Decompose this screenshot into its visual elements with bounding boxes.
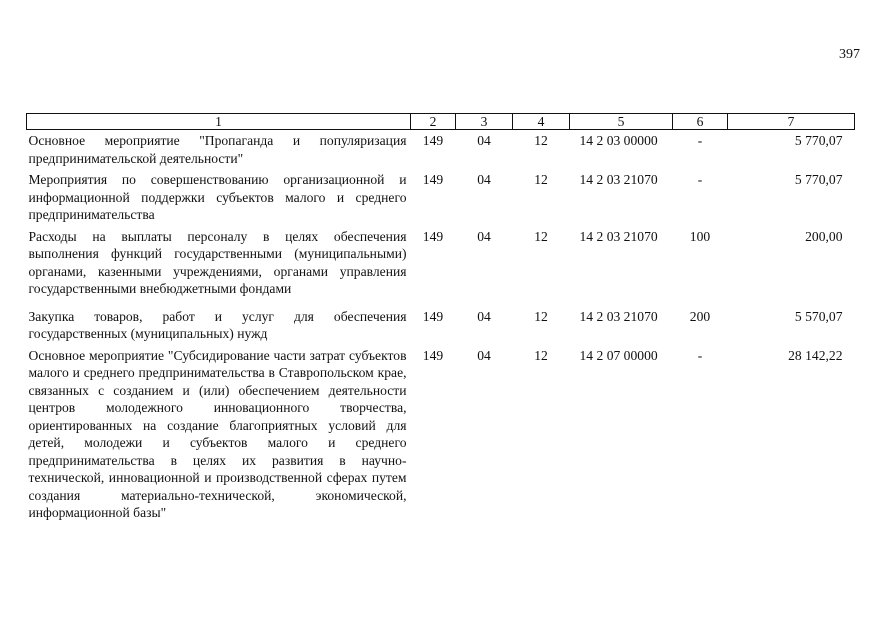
row-name: Мероприятия по совершенствованию организационной и информационной поддержки субъектов малого и среднего предпринимательства: [28, 172, 407, 222]
column-header-1: 1: [27, 114, 411, 130]
row-subsection-code: 12: [534, 308, 548, 324]
row-amount: 200,00: [805, 228, 843, 244]
column-header-3: 3: [456, 114, 513, 130]
row-ministry-code: 149: [422, 228, 444, 244]
row-ministry-code: 149: [422, 347, 444, 363]
table-row: [27, 345, 855, 524]
row-expense-type: 100: [689, 228, 711, 244]
row-subsection-code: 12: [534, 228, 548, 244]
table-row: [27, 306, 855, 345]
row-section-code: 04: [477, 308, 491, 324]
row-amount: 5 770,07: [794, 172, 843, 187]
row-expense-type: -: [697, 133, 703, 148]
column-header-6: 6: [673, 114, 728, 130]
row-name: Основное мероприятие "Пропаганда и популяризация предпринимательской деятельности": [28, 133, 407, 166]
table-row: [27, 226, 855, 306]
row-subsection-code: 12: [534, 172, 548, 187]
column-header-2: 2: [411, 114, 456, 130]
column-header-4: 4: [513, 114, 570, 130]
row-target-code: 14 2 03 21070: [579, 228, 658, 244]
row-section-code: 04: [477, 228, 491, 244]
row-ministry-code: 149: [422, 172, 444, 187]
table-body: [27, 130, 855, 524]
row-expense-type: 200: [689, 308, 711, 324]
page-number: 397: [839, 47, 860, 62]
row-target-code: 14 2 03 21070: [579, 308, 658, 324]
row-subsection-code: 12: [534, 133, 548, 148]
row-section-code: 04: [477, 172, 491, 187]
table-row: [27, 130, 855, 170]
row-target-code: 14 2 07 00000: [579, 347, 658, 363]
header-row: [27, 114, 855, 130]
column-header-7: 7: [728, 114, 855, 130]
row-section-code: 04: [477, 133, 491, 148]
row-amount: 28 142,22: [788, 347, 843, 363]
row-expense-type: -: [697, 347, 703, 363]
row-subsection-code: 12: [534, 347, 548, 363]
row-ministry-code: 149: [422, 133, 444, 148]
row-amount: 5 570,07: [794, 308, 843, 324]
row-name: Расходы на выплаты персоналу в целях обеспечения выполнения функций государственными (муниципальными) органами, казенными учреждениями, органами управления государственными внебюджетными фондами: [28, 228, 407, 296]
column-header-5: 5: [570, 114, 673, 130]
table-row: [27, 169, 855, 226]
budget-table: [26, 113, 855, 524]
row-target-code: 14 2 03 21070: [579, 172, 658, 187]
row-ministry-code: 149: [422, 308, 444, 324]
table-header: [27, 114, 855, 130]
row-name: Закупка товаров, работ и услуг для обеспечения государственных (муниципальных) нужд: [28, 308, 407, 341]
row-name: Основное мероприятие "Субсидирование части затрат субъектов малого и среднего предпринимательства в Ставропольском крае, связанных с созданием и (или) обеспечением деятельности центров молодежного инновационного творчества, ориентированных на создание благоприятных условий для детей, молодежи и субъектов малого и среднего предпринимательства в целях их развития в научно-технической, инновационной и производственной сферах путем создания материально-технической, экономической, информационной базы": [28, 347, 407, 520]
row-amount: 5 770,07: [794, 133, 843, 148]
row-section-code: 04: [477, 347, 491, 363]
row-target-code: 14 2 03 00000: [579, 133, 658, 148]
row-expense-type: -: [697, 172, 703, 187]
